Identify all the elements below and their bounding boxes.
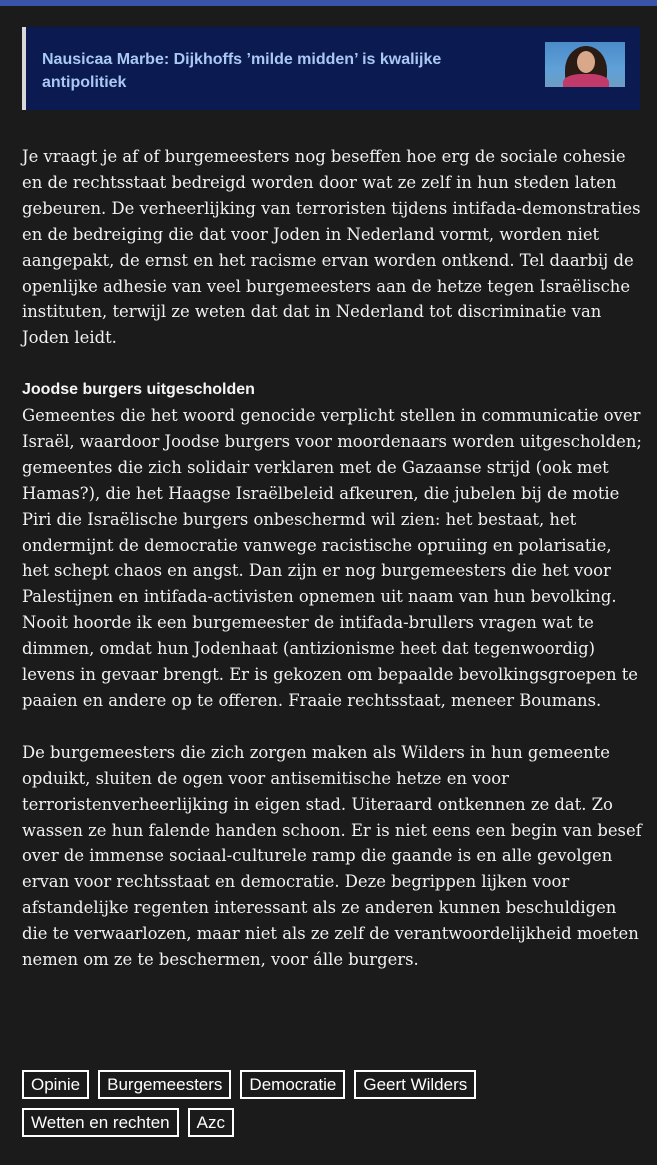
author-photo-face	[577, 51, 595, 73]
tag-row	[22, 1108, 642, 1137]
tag-list	[22, 1070, 642, 1146]
tag-geert-wilders[interactable]: Geert Wilders	[354, 1070, 476, 1099]
tag-azc[interactable]: Azc	[188, 1108, 234, 1137]
top-accent-bar	[0, 0, 657, 6]
tag-democratie[interactable]: Democratie	[240, 1070, 345, 1099]
article-paragraph: Gemeentes die het woord genocide verplicht stellen in communicatie over Israël, waardoor Joodse burgers voor moordenaars worden uitgescholden; gemeentes die zich solidair verklaren met de Gazaanse strijd (ook met Hamas?), die het Haagse Israëlbeleid afkeuren, die jubelen bij de motie Piri die Israëlische burgers onbeschermd wil zien: het bestaat, het ondermijnt de democratie vanwege racistische opruiing en polarisatie, het schept chaos en angst. Dan zijn er nog burgemeesters die het voor Palestijnen en intifada-activisten opnemen uit naam van hun bevolking. Nooit hoorde ik een burgemeester de intifada-brullers vragen wat te dimmen, omdat hun Jodenhaat (antizionisme heet dat tegenwoordig) levens in gevaar brengt. Er is gekozen om bepaalde bevolkingsgroepen te paaien en andere op te offeren. Fraaie rechtsstaat, meneer Boumans.	[22, 406, 642, 711]
related-article-card[interactable]	[22, 27, 640, 110]
related-article-title[interactable]: Nausicaa Marbe: Dijkhoffs ’milde midden’ is kwalijke antipolitiek	[42, 51, 442, 91]
author-photo-clothing	[563, 74, 609, 87]
tag-wetten-en-rechten[interactable]: Wetten en rechten	[22, 1108, 179, 1137]
article-paragraph: De burgemeesters die zich zorgen maken als Wilders in hun gemeente opduikt, sluiten de ogen voor antisemitische hetze en voor terroristenverheerlijking in eigen stad. Uiteraard ontkennen ze dat. Zo wassen ze hun falende handen schoon. Er is niet eens een begin van besef over de immense sociaal-culturele ramp die gaande is en alle gevolgen ervan voor rechtsstaat en democratie. Deze begrippen lijken voor afstandelijke regenten interessant als ze anderen kunnen beschuldigen die te verwaarlozen, maar niet als ze zelf de verantwoordelijkheid moeten nemen om ze te beschermen, voor álle burgers.	[22, 742, 642, 970]
author-photo-thumbnail[interactable]	[545, 42, 625, 87]
article-body	[22, 144, 642, 999]
article-paragraph: Je vraagt je af of burgemeesters nog beseffen hoe erg de sociale cohesie en de rechtsstaat bedreigd worden door wat ze zelf in hun steden laten gebeuren. De verheerlijking van terroristen tijdens intifada-demonstraties en de bedreiging die dat voor Joden in Nederland vormt, worden niet aangepakt, de ernst en het racisme ervan worden ontkend. Tel daarbij de openlijke adhesie van veel burgemeesters aan de hetze tegen Israëlische instituten, terwijl ze weten dat dat in Nederland tot discriminatie van Joden leidt.	[22, 147, 641, 348]
tag-row	[22, 1070, 642, 1099]
tag-burgemeesters[interactable]: Burgemeesters	[98, 1070, 231, 1099]
tag-opinie[interactable]: Opinie	[22, 1070, 89, 1099]
article-subheading: Joodse burgers uitgescholden	[22, 381, 255, 399]
